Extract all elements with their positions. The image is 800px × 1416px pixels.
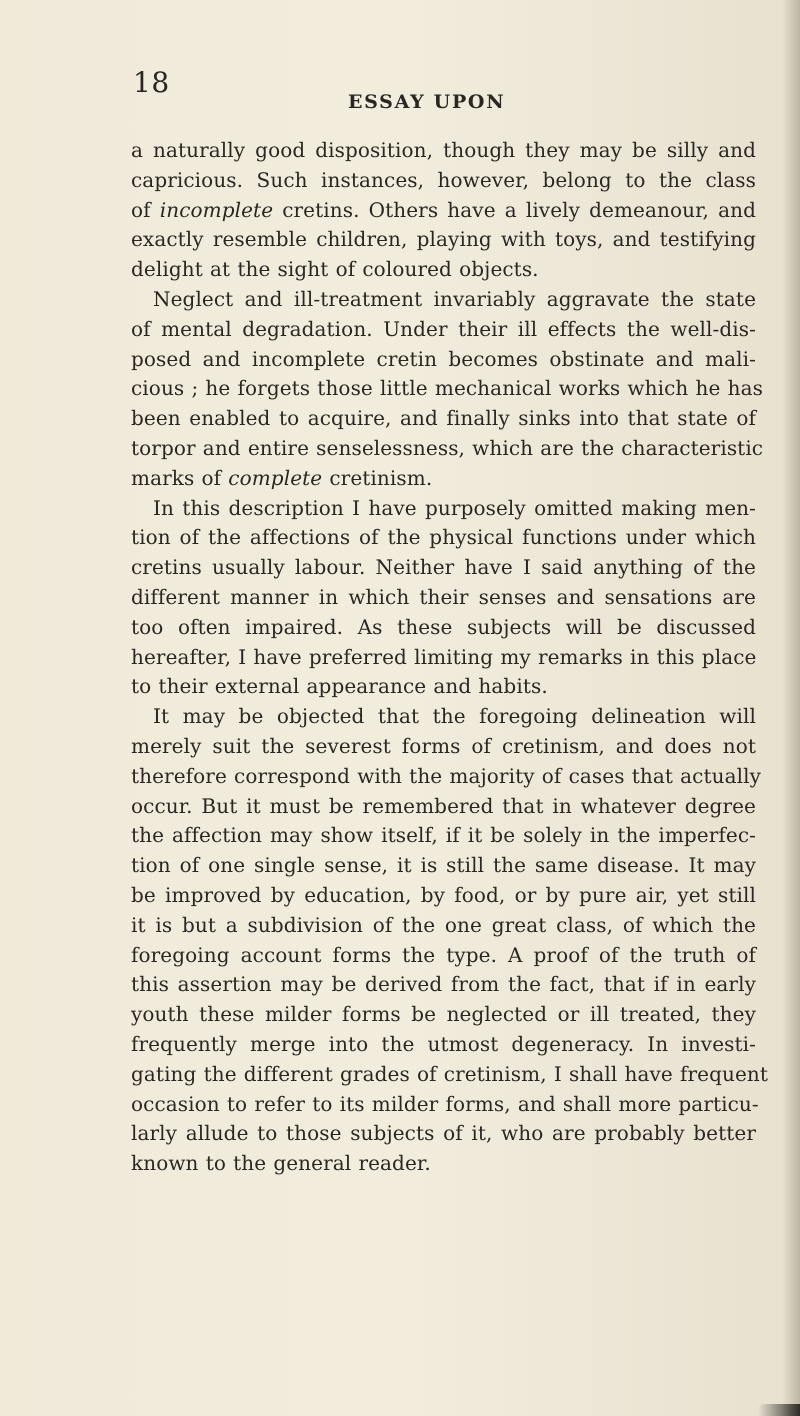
text-line-17: too often impaired. As these subjects will be discussed [131,614,756,639]
page-edge-shadow [782,0,800,1416]
text-line-6: Neglect and ill-treatment invariably aggravate the state [153,286,756,311]
text-line-4: exactly resemble children, playing with toys, and testifying [131,227,756,252]
text-line-33: occasion to refer to its milder forms, and shall more particu- [131,1091,759,1116]
italic-term-complete: complete [228,465,323,490]
text-line-29: this assertion may be derived from the fact, that if in early [131,972,756,997]
text-line-13: In this description I have purposely omitted making men- [153,495,756,520]
text-line-30: youth these milder forms be neglected or ill treated, they [131,1002,756,1027]
text-line-19: to their external appearance and habits. [131,674,548,699]
text-line-26: be improved by education, by food, or by pure air, yet still [131,882,756,907]
text-line-2: capricious. Such instances, however, belong to the class [131,167,756,192]
text-line-27: it is but a subdivision of the one great class, of which the [131,912,756,937]
text-line-35: known to the general reader. [131,1151,431,1176]
text-line-10: been enabled to acquire, and finally sinks into that state of [131,406,756,431]
text-line-25: tion of one single sense, it is still the same disease. It may [131,853,756,878]
text-segment: of [131,197,160,222]
text-line-11: torpor and entire senselessness, which are the characteristic [131,435,764,460]
text-line-16: different manner in which their senses and sensations are [131,584,756,609]
text-line-15: cretins usually labour. Neither have I said anything of the [131,555,756,580]
text-line-34: larly allude to those subjects of it, who are probably better [131,1121,756,1146]
text-segment: cretinism. [322,465,433,490]
text-line-28: foregoing account forms the type. A proof of the truth of [131,942,756,967]
text-line-8: posed and incomplete cretin becomes obstinate and mali- [131,346,756,371]
text-line-20: It may be objected that the foregoing delineation will [153,704,756,729]
body-text [131,136,769,1179]
text-segment: cretins. Others have a lively demeanour, and [273,197,756,222]
text-line-5: delight at the sight of coloured objects. [131,257,539,282]
page-corner-mark [758,1404,800,1416]
italic-term-incomplete: incomplete [159,197,274,222]
text-line-32: gating the different grades of cretinism, I shall have frequent [131,1061,769,1086]
text-line-31: frequently merge into the utmost degeneracy. In investi- [131,1031,756,1056]
text-line-7: of mental degradation. Under their ill effects the well-dis- [131,316,756,341]
text-line-9: cious ; he forgets those little mechanical works which he has [131,376,763,401]
text-line-21: merely suit the severest forms of cretinism, and does not [131,733,756,758]
text-line-22: therefore correspond with the majority of cases that actually [131,763,762,788]
text-line-18: hereafter, I have preferred limiting my remarks in this place [131,644,757,669]
text-line-12 [131,464,756,494]
text-line-23: occur. But it must be remembered that in whatever degree [131,793,756,818]
text-line-14: tion of the affections of the physical functions under which [131,525,756,550]
page-number: 18 [133,66,170,99]
text-line-24: the affection may show itself, if it be solely in the imperfec- [131,823,756,848]
text-segment: marks of [131,465,229,490]
text-line-3 [131,196,756,226]
running-head: ESSAY UPON [348,91,506,113]
text-line-1: a naturally good disposition, though they may be silly and [131,138,756,162]
